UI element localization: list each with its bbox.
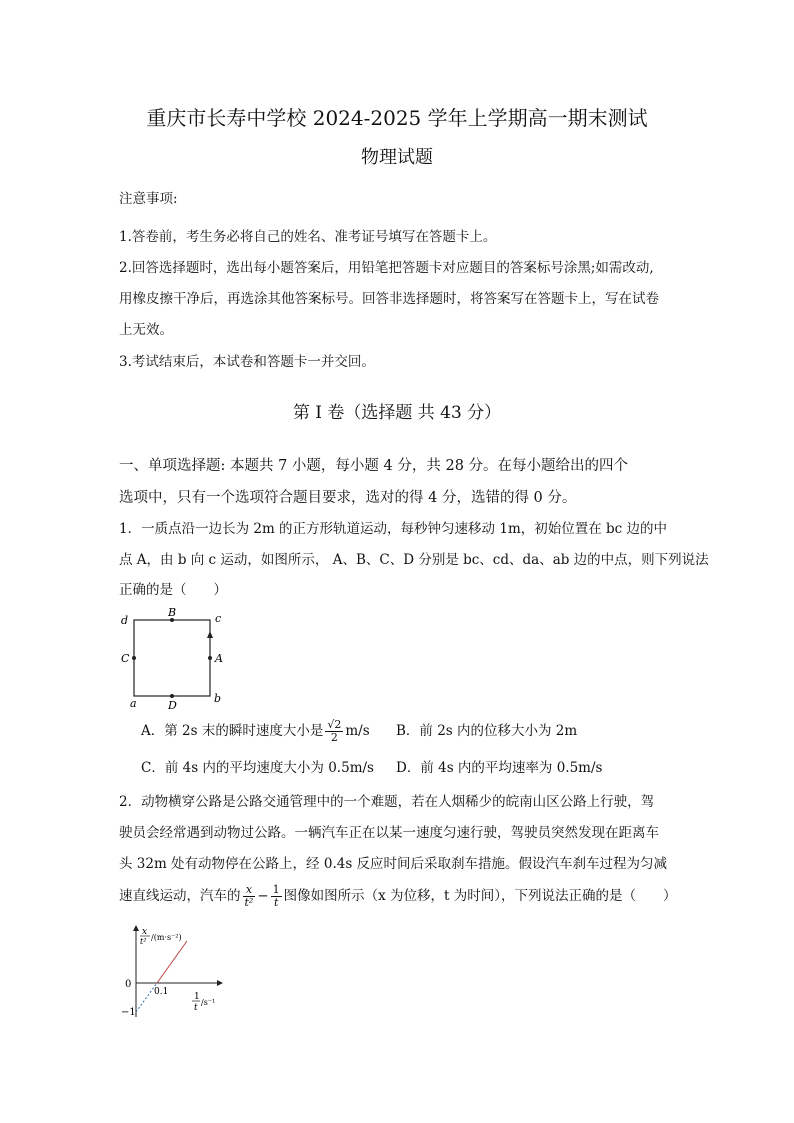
fraction-numerator: x xyxy=(243,884,256,897)
q1-option-a xyxy=(141,716,370,746)
graph-line xyxy=(157,941,187,983)
exam-subject: 物理试题 xyxy=(361,147,433,168)
q1-option-a-text: A．第 2s 末的瞬时速度大小是 xyxy=(141,723,324,739)
exam-title: 重庆市长寿中学校 2024-2025 学年上学期高一期末测试 xyxy=(146,106,648,130)
x-tick-label: 0.1 xyxy=(154,987,169,997)
notice-item-2-line-1: 2.回答选择题时，选出每小题答案后，用铅笔把答题卡对应题目的答案标号涂黑;如需改动, xyxy=(119,260,654,276)
q1-option-a-fraction xyxy=(325,719,343,744)
label-B: B xyxy=(168,606,177,619)
section-intro-line-1: 一、单项选择题: 本题共 7 小题，每小题 4 分，共 28 分。在每小题给出的四个 xyxy=(119,458,629,474)
q2-line-3: 头 32m 处有动物停在公路上，经 0.4s 反应时间后采取刹车措施。假设汽车刹车过程为匀减 xyxy=(119,856,668,872)
label-d: d xyxy=(121,614,129,627)
fraction-numerator: 1 xyxy=(272,883,280,896)
label-D: D xyxy=(168,699,177,710)
fraction-denominator: t xyxy=(273,896,279,909)
point-D xyxy=(170,694,174,698)
notice-item-2-line-2: 用橡皮擦干净后，再选涂其他答案标号。回答非选择题时，将答案写在答题卡上，写在试卷 xyxy=(119,291,659,307)
q1-square-figure xyxy=(118,606,228,710)
q2-line-4-start: 速直线运动，汽车的 xyxy=(119,888,241,904)
q1-line-2: 点 A，由 b 向 c 运动，如图所示， A、B、C、D 分别是 bc、cd、da、ab 边的中点，则下列说法 xyxy=(119,552,709,568)
q1-line-1: 1．一质点沿一边长为 2m 的正方形轨道运动，每秒钟匀速移动 1m，初始位置在 bc 边的中 xyxy=(119,521,668,537)
direction-arrow-icon xyxy=(207,631,213,638)
point-A xyxy=(208,656,212,660)
x-axis-unit: /s⁻¹ xyxy=(201,998,216,1007)
q2-line-2: 驶员会经常遇到动物过公路。一辆汽车正在以某一速度匀速行驶，驾驶员突然发现在距离车 xyxy=(119,825,659,841)
q1-option-b: B．前 2s 内的位移大小为 2m xyxy=(396,723,578,739)
notice-item-1: 1.答卷前，考生务必将自己的姓名、准考证号填写在答题卡上。 xyxy=(119,229,497,245)
q1-option-d: D．前 4s 内的平均速率为 0.5m/s xyxy=(396,760,603,776)
q1-option-a-unit: m/s xyxy=(345,723,370,739)
q2-line-1: 2．动物横穿公路是公路交通管理中的一个难题，若在人烟稀少的皖南山区公路上行驶，驾 xyxy=(119,794,655,810)
point-C xyxy=(132,656,136,660)
y-axis-unit: /(m·s⁻²) xyxy=(151,933,182,942)
section-intro-line-2: 选项中，只有一个选项符合题目要求，选对的得 4 分，选错的得 0 分。 xyxy=(119,490,577,506)
q2-fraction-x-over-t2 xyxy=(243,884,256,909)
fraction-denominator: 2 xyxy=(330,731,338,744)
label-b: b xyxy=(214,692,222,705)
notice-heading: 注意事项: xyxy=(119,191,178,207)
y-label-denominator: t² xyxy=(140,937,147,946)
section-title: 第 I 卷（选择题 共 43 分） xyxy=(292,403,502,423)
label-A: A xyxy=(215,652,223,665)
fraction-denominator: t² xyxy=(244,896,254,909)
x-label-denominator: t xyxy=(194,1003,198,1013)
notice-item-3: 3.考试结束后，本试卷和答题卡一并交回。 xyxy=(119,354,375,370)
q1-line-3: 正确的是（ ） xyxy=(119,582,227,598)
x-label-numerator: 1 xyxy=(194,992,200,1002)
y-tick-label: −1 xyxy=(121,1007,136,1018)
q2-dash: − xyxy=(257,888,269,904)
origin-label: 0 xyxy=(125,979,132,990)
y-label-numerator: x xyxy=(142,927,148,937)
q1-option-c: C．前 4s 内的平均速度大小为 0.5m/s xyxy=(141,760,374,776)
label-c: c xyxy=(215,612,222,625)
notice-item-2-line-3: 上无效。 xyxy=(119,322,173,338)
label-C: C xyxy=(121,652,130,665)
q2-graph xyxy=(112,922,232,1022)
square-track xyxy=(134,620,210,696)
fraction-numerator: √2 xyxy=(327,718,342,731)
label-a: a xyxy=(130,697,137,710)
q2-fraction-1-over-t xyxy=(271,884,282,909)
q2-line-4-end: 图像如图所示（x 为位移，t 为时间），下列说法正确的是（ ） xyxy=(283,888,677,904)
q2-line-4 xyxy=(119,879,677,913)
